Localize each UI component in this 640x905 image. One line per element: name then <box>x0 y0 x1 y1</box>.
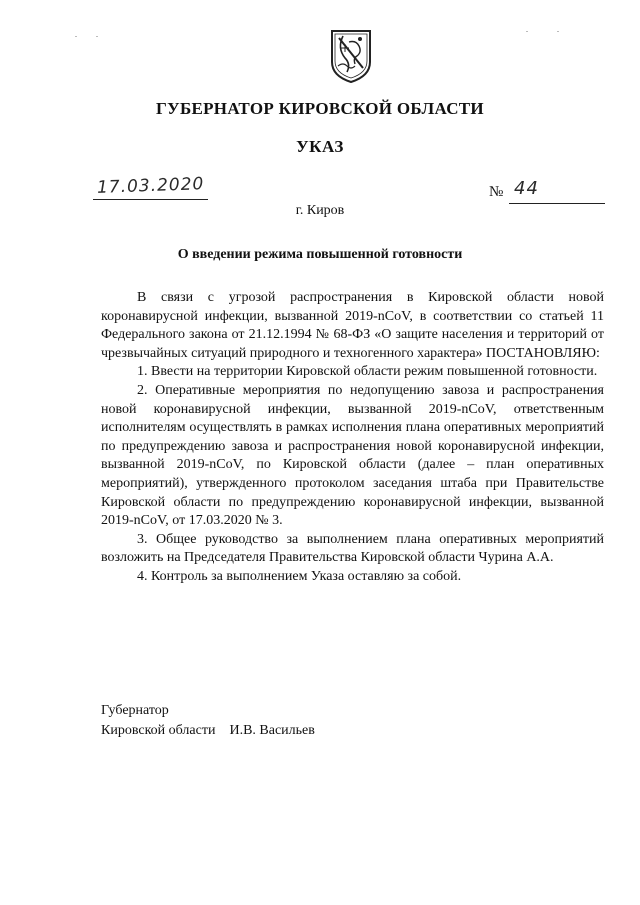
document-title: О введении режима повышенной готовности <box>177 247 463 262</box>
signatory-position-line1: Губернатор <box>101 703 169 718</box>
clause-4: 4. Контроль за выполнением Указа оставляю за собой. <box>137 568 462 584</box>
clause-2: 2. Оперативные мероприятия по недопущению завоза и распространения новой коронавирусной инфекции, вызванной 2019-nCoV, ответственным исполнителям осуществлять в рамках исполнения плана оперативных мероприятий по предупреждению завоза и распространения новой коронавирусной инфекции, вызванной 2019-nCoV, по Кировской области (далее – план оперативных мероприятий), утвержденного протоколом заседания штаба при Правительстве Кировской области по предупреждению коронавирусной инфекции, вызванной 2019-nCoV, от 17.03.2020 № 3. <box>101 382 604 529</box>
city-line: г. Киров <box>295 203 345 218</box>
signatory-row <box>101 721 315 741</box>
scan-speck <box>75 36 77 37</box>
signatory-position-line2: Кировской области <box>101 722 216 738</box>
handwritten-number: 44 <box>514 178 539 199</box>
number-label: № <box>489 184 504 200</box>
scan-speck <box>96 36 98 37</box>
kirov-oblast-coat-of-arms-icon <box>329 28 373 84</box>
preamble-paragraph: В связи с угрозой распространения в Кировской области новой коронавирусной инфекции, вызванной 2019-nCoV, в соответствии со статьей 11 Федерального закона от 21.12.1994 № 68-ФЗ «О защите населения и территорий от чрезвычайных ситуаций природного и техногенного характера» ПОСТАНОВЛЯЮ: <box>101 290 604 361</box>
signatory-name: И.В. Васильев <box>229 722 315 738</box>
document-body <box>101 289 604 587</box>
date-underline <box>93 199 208 200</box>
issuing-authority: ГУБЕРНАТОР КИРОВСКОЙ ОБЛАСТИ <box>156 99 484 118</box>
clause-3: 3. Общее руководство за выполнением плана оперативных мероприятий возложить на Председателя Правительства Кировской области Чурина А.А. <box>101 531 604 566</box>
signature-block <box>101 701 315 740</box>
handwritten-date: 17.03.2020 <box>96 174 205 198</box>
document-type: УКАЗ <box>296 137 344 156</box>
clause-1: 1. Ввести на территории Кировской области режим повышенной готовности. <box>137 364 598 380</box>
scan-speck <box>526 31 528 32</box>
scan-speck <box>557 31 559 32</box>
